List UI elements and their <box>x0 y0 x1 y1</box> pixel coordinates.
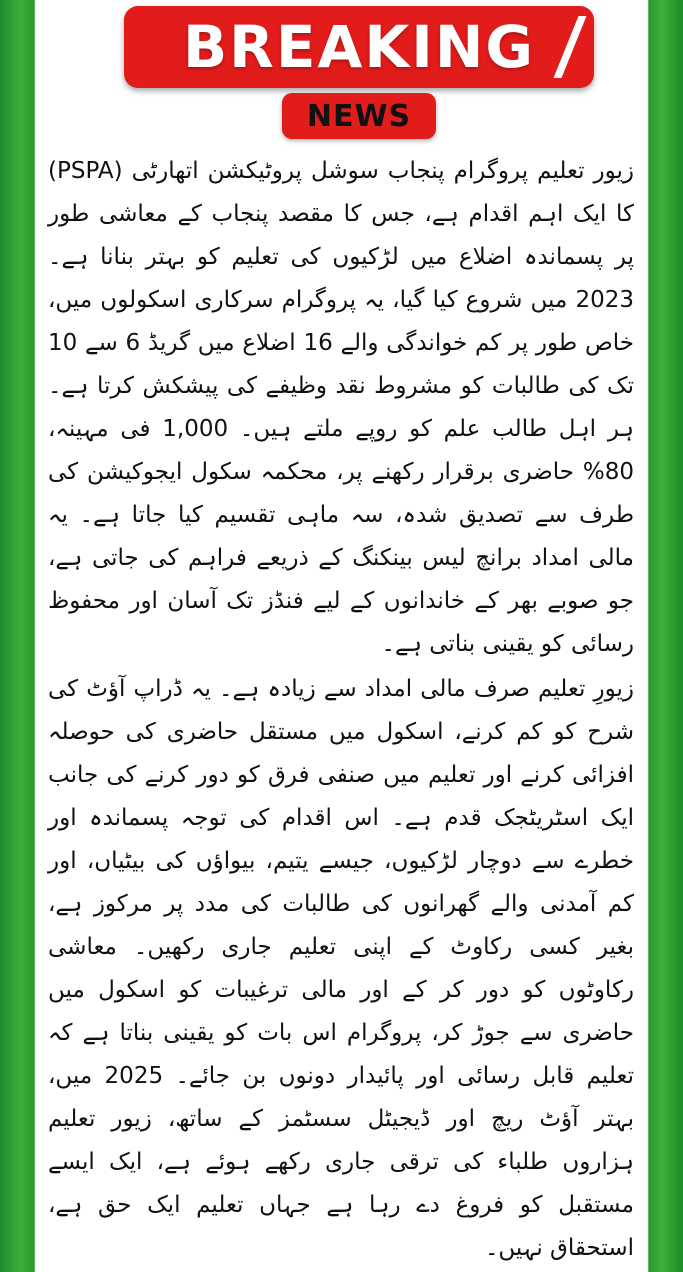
page <box>36 0 647 1261</box>
news-badge <box>282 93 436 139</box>
article-body <box>48 150 634 1272</box>
breaking-title: BREAKING <box>182 13 536 81</box>
banner-slash-decoration <box>553 16 586 78</box>
news-label: NEWS <box>306 98 412 134</box>
article-paragraph-1: زیور تعلیم پروگرام پنجاب سوشل پروٹیکشن اتھارٹی (PSPA) کا ایک اہم اقدام ہے، جس کا مقصد پنجاب کے معاشی طور پر پسماندہ اضلاع میں لڑکیوں کی تعلیم کو بہتر بنانا ہے۔ 2023 میں شروع کیا گیا، یہ پروگرام سرکاری اسکولوں میں، خاص طور پر کم خواندگی والے 16 اضلاع میں گریڈ 6 سے 10 تک کی طالبات کو مشروط نقد وظیفے کی پیشکش کرتا ہے۔ ہر اہل طالب علم کو روپے ملتے ہیں۔ 1,000 فی مہینہ، 80% حاضری برقرار رکھنے پر، محکمہ سکول ایجوکیشن کی طرف سے تصدیق شدہ، سہ ماہی تقسیم کیا جاتا ہے۔ یہ مالی امداد برانچ لیس بینکنگ کے ذریعے فراہم کی جاتی ہے، جو صوبے بھر کے خاندانوں کے لیے فنڈز تک آسان اور محفوظ رسائی کو یقینی بناتی ہے۔ <box>48 158 634 657</box>
breaking-banner <box>124 6 594 88</box>
article-paragraph-2: زیورِ تعلیم صرف مالی امداد سے زیادہ ہے۔ یہ ڈراپ آؤٹ کی شرح کو کم کرنے، اسکول میں مستقل حاضری کی حوصلہ افزائی کرنے اور تعلیم میں صنفی فرق کو دور کرنے کی جانب ایک اسٹریٹجک قدم ہے۔ اس اقدام کی توجہ پسماندہ اور خطرے سے دوچار لڑکیوں، جیسے یتیم، بیواؤں کی بیٹیاں، اور کم آمدنی والے گھرانوں کی طالبات کی مدد پر مرکوز ہے، بغیر کسی رکاوٹ کے اپنی تعلیم جاری رکھیں۔ معاشی رکاوٹوں کو دور کر کے اور مالی ترغیبات کو اسکول میں حاضری سے جوڑ کر، پروگرام اس بات کو یقینی بناتا ہے کہ تعلیم قابل رسائی اور پائیدار دونوں بن جائے۔ 2025 میں، بہتر آؤٹ ریچ اور ڈیجیٹل سسٹمز کے ساتھ، زیور تعلیم ہزاروں طلباء کی ترقی جاری رکھے ہوئے ہے، ایک ایسے مستقبل کو فروغ دے رہا ہے جہاں تعلیم ایک حق ہے، استحقاق نہیں۔ <box>48 676 634 1261</box>
